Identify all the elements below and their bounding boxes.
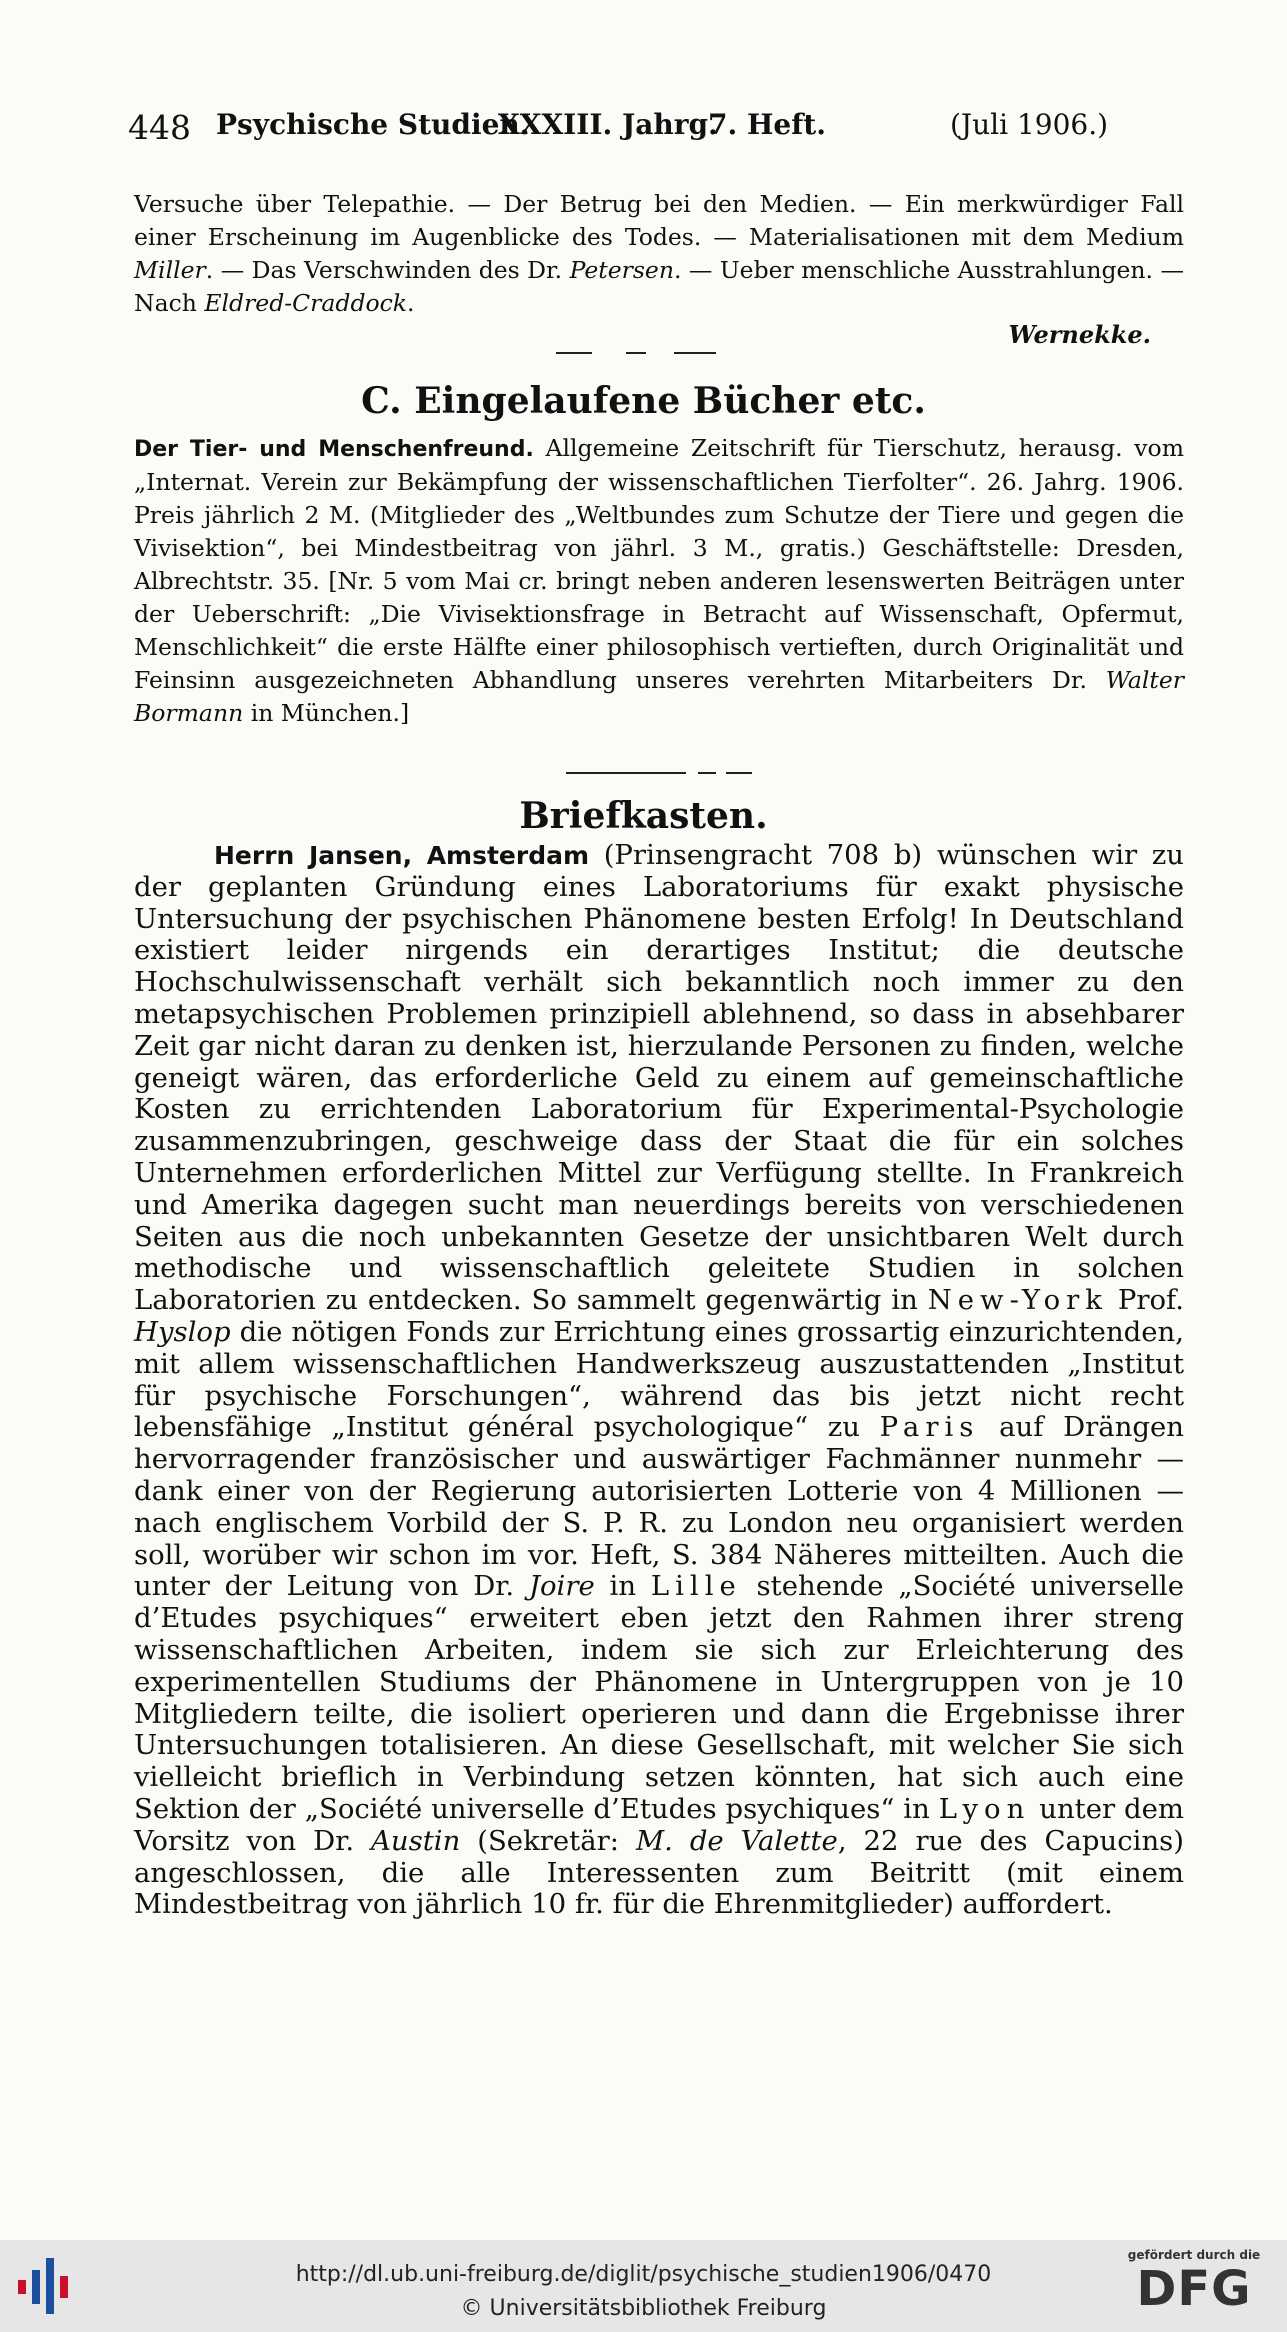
city-lille: Lille [650,1570,742,1603]
journal-title: Psychische Studien. [216,108,530,141]
running-header [128,108,1188,148]
name-austin: Austin [371,1824,461,1857]
source-url-link[interactable]: http://dl.ub.uni-freiburg.de/diglit/psychische_studien1906/0470 [295,2262,992,2287]
city-new-york: New-York [927,1284,1108,1317]
city-paris: Paris [879,1411,980,1444]
issue-date: (Juli 1906.) [950,108,1109,141]
volume-label: XXXIII. Jahrg. [498,108,718,141]
name-miller: Miller [134,256,206,284]
dfg-logo [1119,2248,1269,2328]
author-name: Walter Bormann [134,666,1184,727]
name-petersen: Petersen [569,256,674,284]
copyright-text: © Universitätsbibliothek Freiburg [460,2296,827,2321]
addressee: Herrn Jansen, Amsterdam [214,841,590,870]
section-divider [556,350,716,356]
briefkasten-paragraph: Herrn Jansen, Amsterdam (Prinsengracht 708 b) wünschen wir zu der geplanten Gründung eines Laboratoriums für exakt physische Untersuchung der psychischen Phänomene besten Erfolg! In Deutschland existiert leider nirgends ein derartiges Institut; die deutsche Hochschulwissenschaft verhält sich bekanntlich noch immer zu den metapsychischen Problemen prinzipiell ablehnend, so dass in absehbarer Zeit gar nicht daran zu denken ist, hierzulande Personen zu finden, welche geneigt wären, das erforderliche Geld zu einem auf gemeinschaftliche Kosten zu errichtenden Laboratorium für Experimental-Psychologie zusammenzubringen, geschweige dass der Staat die für ein solches Unternehmen erforderlichen Mittel zur Verfügung stellte. In Frankreich und Amerika dagegen sucht man neuerdings bereits von verschiedenen Seiten aus die noch unbekannten Gesetze der unsichtbaren Welt durch methodische und wissenschaftlich geleitete Studien in solchen Laboratorien zu entdecken. So sammelt gegenwärtig in New-York Prof. Hyslop die nötigen Fonds zur Errichtung eines grossartig einzurichtenden, mit allem wissenschaftlichen Handwerkszeug auszustattenden „Institut für psychische Forschungen“, während das bis jetzt nicht recht lebensfähige „Institut général psychologique“ zu Paris auf Drängen hervorragender französischer und auswärtiger Fachmänner nunmehr — dank einer von der Regierung autorisierten Lotterie von 4 Millionen — nach englischem Vorbild der S. P. R. zu London neu organisiert werden soll, worüber wir schon im vor. Heft, S. 384 Näheres mitteilten. Auch die unter der Leitung von Dr. Joire in Lille stehende „Société universelle d’Etudes psychiques“ erweitert eben jetzt den Rahmen ihrer streng wissenschaftlichen Arbeiten, indem sie sich zur Erleichterung des experimentellen Studiums der Phänomene in Untergruppen von je 10 Mitgliedern teilte, die isoliert operieren und dann die Ergebnisse ihrer Untersuchungen totalisieren. An diese Gesellschaft, mit welcher Sie sich vielleicht brieflich in Verbindung setzen könnten, hat sich auch eine Sektion der „Société universelle d’Etudes psychiques“ in Lyon unter dem Vorsitz von Dr. Austin (Sekretär: M. de Valette, 22 rue des Capucins) angeschlossen, die alle Interessenten zum Beitritt (mit einem Mindestbeitrag von jährlich 10 fr. für die Ehrenmitglieder) auffordert. [134,839,1184,1921]
signature: Wernekke. [1008,320,1151,349]
books-paragraph: Der Tier- und Menschenfreund. Allgemeine Zeitschrift für Tierschutz, herausg. vom „Internat. Verein zur Bekämpfung der wissenschaftlichen Tierfolter“. 26. Jahrg. 1906. Preis jährlich 2 M. (Mitglieder des „Weltbundes zum Schutze der Tiere und gegen die Vivisektion“, bei Mindestbeitrag von jährl. 3 M., gratis.) Geschäftstelle: Dresden, Albrechtstr. 35. [Nr. 5 vom Mai cr. bringt neben anderen lesenswerten Beiträgen unter der Ueberschrift: „Die Vivisektionsfrage in Betracht auf Wissenschaft, Opfermut, Menschlichkeit“ die erste Hälfte einer philosophisch vertieften, durch Originalität und Feinsinn ausgezeichneten Abhandlung unseres verehrten Mitarbeiters Dr. Walter Bormann in München.] [134,434,1184,727]
issue-label: 7. Heft. [708,108,826,141]
name-hyslop: Hyslop [134,1315,231,1348]
section-divider [566,770,752,776]
intro-paragraph: Versuche über Telepathie. — Der Betrug bei den Medien. — Ein merkwürdiger Fall einer Erscheinung im Augenblicke des Todes. — Materialisationen mit dem Medium Miller. — Das Verschwinden des Dr. Petersen. — Ueber menschliche Ausstrahlungen. — Nach Eldred-Craddock. [134,190,1184,317]
city-lyon: Lyon [938,1792,1031,1825]
section-heading-books: C. Eingelaufene Bücher etc. [361,380,926,422]
book-title: Der Tier- und Menschenfreund. [134,437,534,462]
library-footer [0,2240,1287,2332]
name-joire: Joire [528,1570,595,1603]
dfg-wordmark: DFG [1136,2261,1252,2317]
dfg-caption: gefördert durch die [1127,2248,1261,2262]
name-craddock: Eldred-Craddock [204,289,408,317]
name-valette: M. de Valette [635,1824,838,1857]
page-number: 448 [128,108,191,147]
section-heading-briefkasten: Briefkasten. [519,795,768,837]
